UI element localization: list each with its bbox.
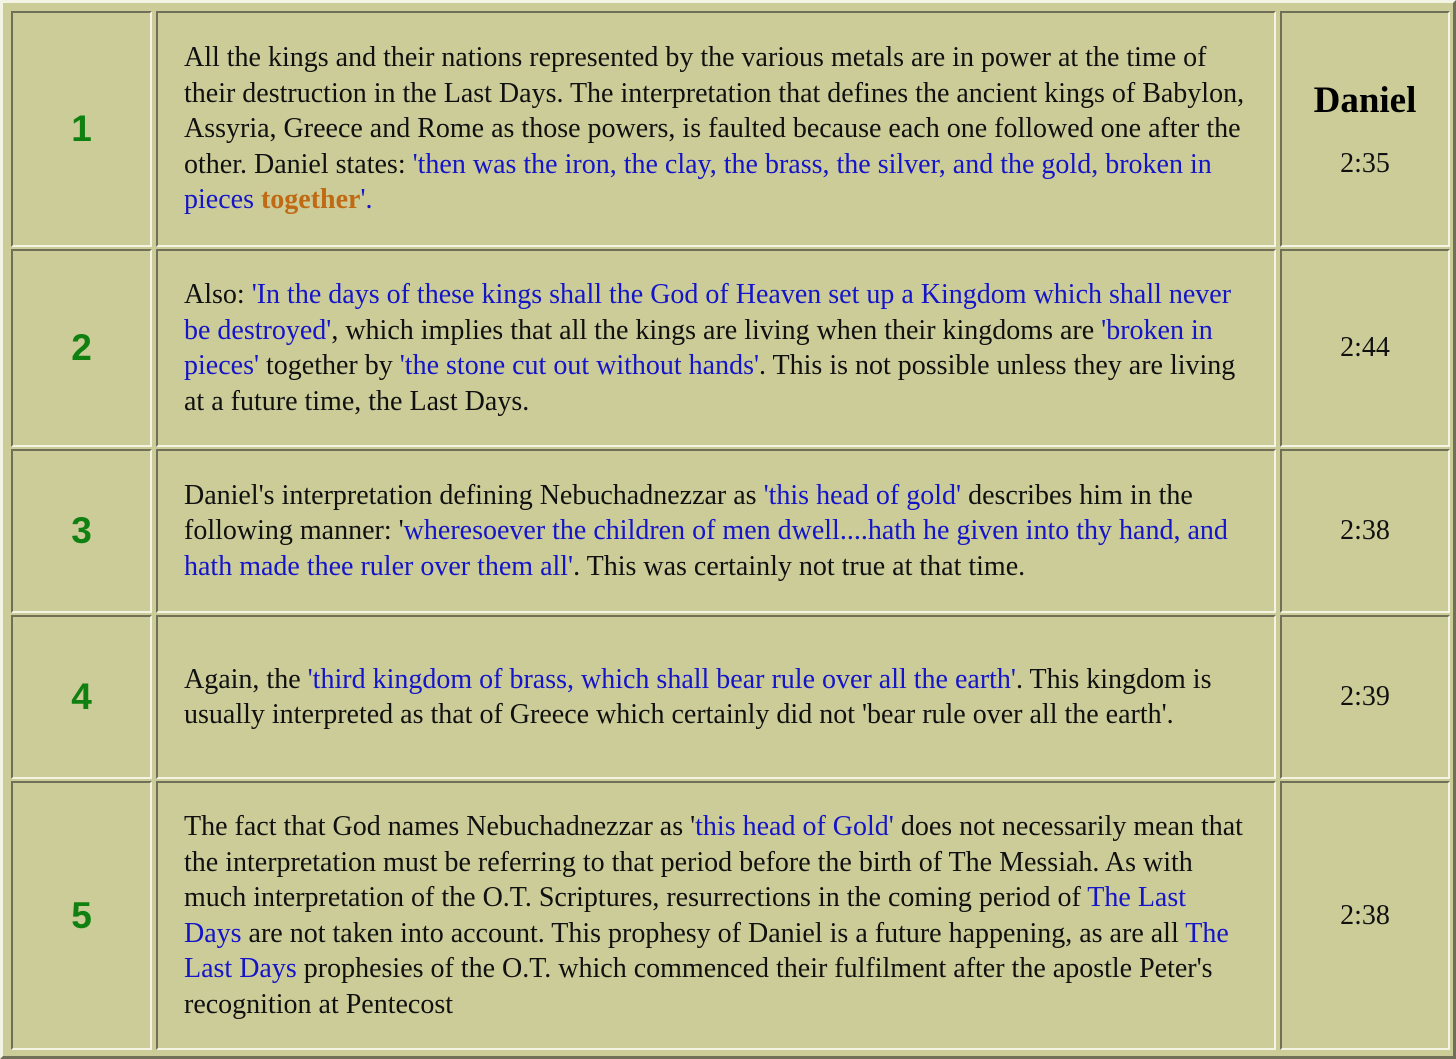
explanation-text: [184, 40, 1248, 218]
row-number-cell: [11, 11, 152, 247]
text-run: The fact that God names Nebuchadnezzar as ': [184, 811, 696, 842]
text-run: , which implies that all the kings are living when their kingdoms are: [331, 314, 1102, 346]
explanation-cell: [156, 249, 1276, 447]
text-run: are not taken into account. This prophesy of Daniel is a future happening, as are all: [241, 917, 1186, 949]
text-run: . This was certainly not true at that time.: [573, 550, 1026, 582]
row-number-cell: [11, 615, 152, 779]
text-run: Daniel's interpretation defining Nebuchadnezzar as: [184, 479, 764, 511]
reference-cell: [1280, 11, 1450, 247]
reference-cell: [1280, 615, 1450, 779]
explanation-cell: [156, 11, 1276, 247]
explanation-cell: [156, 615, 1276, 779]
explanation-cell: [156, 449, 1276, 613]
scripture-quote: 'third kingdom of brass, which shall bear rule over all the earth': [307, 663, 1016, 695]
table-row: [11, 249, 1450, 447]
scripture-quote: '.: [360, 184, 373, 216]
scripture-quote: 'the stone cut out without hands': [399, 350, 760, 381]
highlighted-word: together: [260, 184, 361, 216]
scripture-quote: 'this head of gold': [763, 479, 962, 511]
text-run: does not necessarily mean that the interpretation must be referring to that period before the birth of The Messiah. As with much interpretation of the O.T. Scriptures, resurrections in the coming period of: [184, 811, 1243, 913]
scripture-quote: 'In the days of these kings shall the God of Heaven set up a Kingdom which shall never be destroyed': [184, 279, 1232, 346]
scripture-quote: The Last Days: [184, 917, 1229, 984]
scripture-quote: this head of Gold': [695, 811, 894, 842]
text-run: Also:: [184, 279, 252, 310]
scripture-quote: wheresoever the children of men dwell....hath he given into thy hand, and hath made thee ruler over them all': [184, 515, 1228, 582]
explanation-text: [184, 277, 1248, 419]
book-title: Daniel: [1313, 79, 1417, 121]
table-row: [11, 781, 1450, 1050]
table-row: [11, 615, 1450, 779]
text-run: prophesies of the O.T. which commenced their fulfilment after the apostle Peter's recognition at Pentecost: [184, 953, 1213, 1020]
verse-reference: 2:38: [1340, 515, 1390, 546]
verse-reference: 2:39: [1340, 681, 1390, 712]
row-number: 2: [71, 327, 92, 368]
explanation-text: [184, 809, 1248, 1022]
text-run: describes him in the following manner: ': [184, 479, 1193, 547]
reference-cell: [1280, 781, 1450, 1050]
explanation-cell: [156, 781, 1276, 1050]
scripture-quote: 'broken in pieces': [184, 314, 1213, 381]
table-row: [11, 11, 1450, 247]
verse-reference: 2:38: [1340, 899, 1390, 931]
text-run: All the kings and their nations represented by the various metals are in power at the time of their destruction in the Last Days. The interpretation that defines the ancient kings of Babylon, Assyria, Greece and Rome as those powers, is faulted because each one followed one after the other. Daniel states:: [184, 42, 1245, 180]
explanation-text: [184, 478, 1248, 585]
text-run: together by: [259, 350, 400, 381]
row-number: 1: [71, 108, 92, 149]
text-run: . This kingdom is usually interpreted as that of Greece which certainly did not 'bear rule over all the earth'.: [184, 663, 1212, 730]
row-number: 4: [71, 676, 92, 717]
verse-reference: 2:44: [1340, 332, 1390, 363]
scripture-quote: The Last Days: [184, 882, 1187, 949]
scripture-quote: 'then was the iron, the clay, the brass, the silver, and the gold, broken in pieces: [184, 148, 1212, 216]
reference-cell: [1280, 249, 1450, 447]
row-number-cell: [11, 449, 152, 613]
row-number: 5: [71, 894, 92, 936]
row-number-cell: [11, 781, 152, 1050]
text-run: . This is not possible unless they are living at a future time, the Last Days.: [184, 350, 1236, 417]
row-number-cell: [11, 249, 152, 447]
table-row: [11, 449, 1450, 613]
text-run: Again, the: [184, 663, 308, 695]
verse-reference: 2:35: [1340, 147, 1390, 179]
reference-cell: [1280, 449, 1450, 613]
explanation-text: [184, 662, 1248, 733]
row-number: 3: [71, 510, 92, 551]
